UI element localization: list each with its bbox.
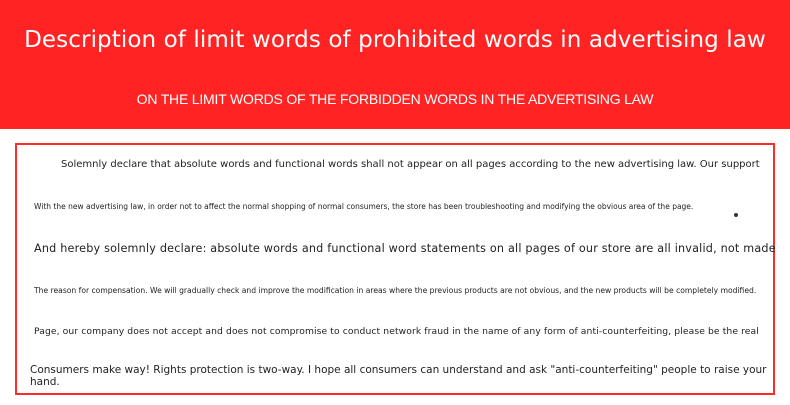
decorative-dot [734, 213, 738, 217]
declaration-paragraph: Solemnly declare that absolute words and functional words shall not appear on all pages according to the new advertising law. Our support [61, 159, 760, 170]
page-title: Description of limit words of prohibited words in advertising law [24, 27, 766, 53]
declaration-box [15, 143, 775, 395]
declaration-paragraph: Consumers make way! Rights protection is two-way. I hope all consumers can understand and ask "anti-counterfeiting" people to raise your hand. [30, 364, 767, 388]
header-banner [0, 0, 790, 129]
page-subtitle: ON THE LIMIT WORDS OF THE FORBIDDEN WORDS IN THE ADVERTISING LAW [136, 91, 654, 107]
declaration-paragraph: And hereby solemnly declare: absolute words and functional word statements on all pages of our store are all invalid, not made [34, 242, 776, 255]
declaration-paragraph: Page, our company does not accept and does not compromise to conduct network fraud in the name of any form of anti-counterfeiting, please be the real [34, 326, 759, 337]
declaration-paragraph: With the new advertising law, in order not to affect the normal shopping of normal consumers, the store has been troubleshooting and modifying the obvious area of the page. [34, 202, 694, 211]
declaration-paragraph: The reason for compensation. We will gradually check and improve the modification in areas where the previous products are not obvious, and the new products will be completely modified. [34, 286, 757, 295]
